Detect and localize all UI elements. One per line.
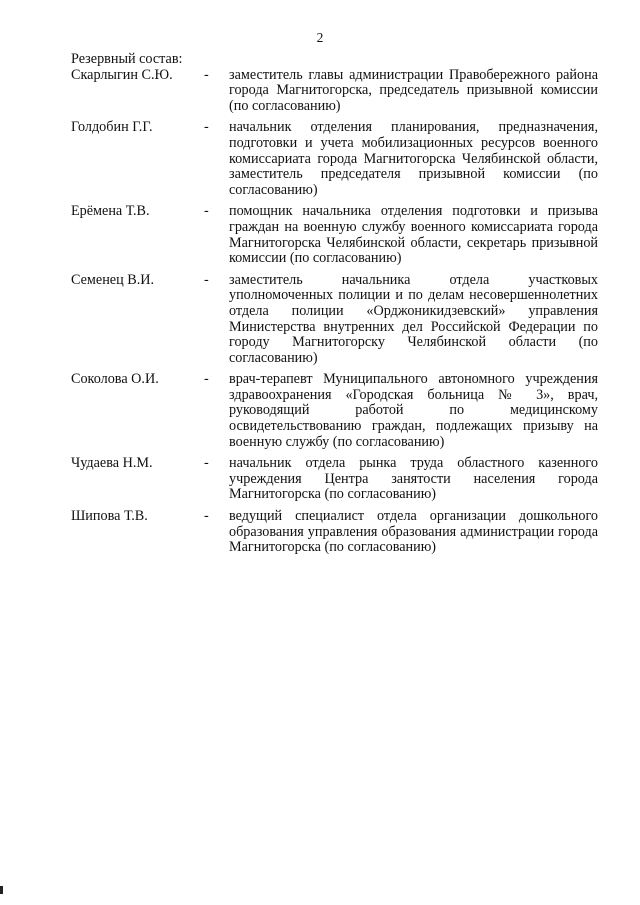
- document-body: [71, 52, 598, 556]
- member-entry: [71, 456, 598, 503]
- member-dash: -: [204, 271, 209, 288]
- member-entry: [71, 509, 598, 556]
- member-name: Семенец В.И.: [71, 271, 155, 288]
- member-name: Шипова Т.В.: [71, 508, 148, 525]
- member-name: Голдобин Г.Г.: [71, 119, 153, 136]
- member-description: заместитель начальника отдела участковых уполномоченных полиции и по делам несовершеннолетних отдела полиции «Орджоникидзевский» управления Министерства внутренних дел Российской Федерации по городу Магнитогорску Челябинской области (по согласованию): [229, 271, 598, 366]
- member-entry: [71, 204, 598, 266]
- member-description: ведущий специалист отдела организации дошкольного образования управления образования администрации города Магнитогорска (по согласованию): [229, 508, 598, 556]
- member-dash: -: [204, 455, 209, 472]
- member-entry: [71, 68, 598, 115]
- member-dash: -: [204, 371, 209, 388]
- member-dash: -: [204, 203, 209, 220]
- page-number: 2: [316, 30, 324, 45]
- member-description: начальник отдела рынка труда областного казенного учреждения Центра занятости населения города Магнитогорска (по согласованию): [229, 455, 598, 503]
- section-title: Резервный состав:: [71, 51, 183, 67]
- member-name: Соколова О.И.: [71, 371, 159, 388]
- member-entry: [71, 120, 598, 198]
- member-entry: [71, 273, 598, 367]
- member-name: Чудаева Н.М.: [71, 455, 153, 472]
- member-name: Скарлыгин С.Ю.: [71, 66, 173, 83]
- scan-mark: [0, 886, 3, 894]
- member-dash: -: [204, 66, 209, 83]
- member-description: помощник начальника отделения подготовки и призыва граждан на военную службу военного комиссариата города Магнитогорска Челябинской области, секретарь призывной комиссии (по согласованию): [229, 203, 598, 267]
- member-name: Ерёмена Т.В.: [71, 203, 150, 220]
- member-dash: -: [204, 508, 209, 525]
- member-description: врач-терапевт Муниципального автономного учреждения здравоохранения «Городская больница № 3», врач, руководящий работой по медицинскому освидетельствованию граждан, подлежащих призыву на военную службу (по согласованию): [229, 371, 598, 450]
- member-entry: [71, 372, 598, 450]
- member-dash: -: [204, 119, 209, 136]
- member-description: заместитель главы администрации Правобережного района города Магнитогорска, председатель призывной комиссии (по согласованию): [229, 66, 598, 114]
- member-description: начальник отделения планирования, предназначения, подготовки и учета мобилизационных ресурсов военного комиссариата города Магнитогорска Челябинской области, заместитель председателя призывной комиссии (по согласованию): [229, 119, 598, 198]
